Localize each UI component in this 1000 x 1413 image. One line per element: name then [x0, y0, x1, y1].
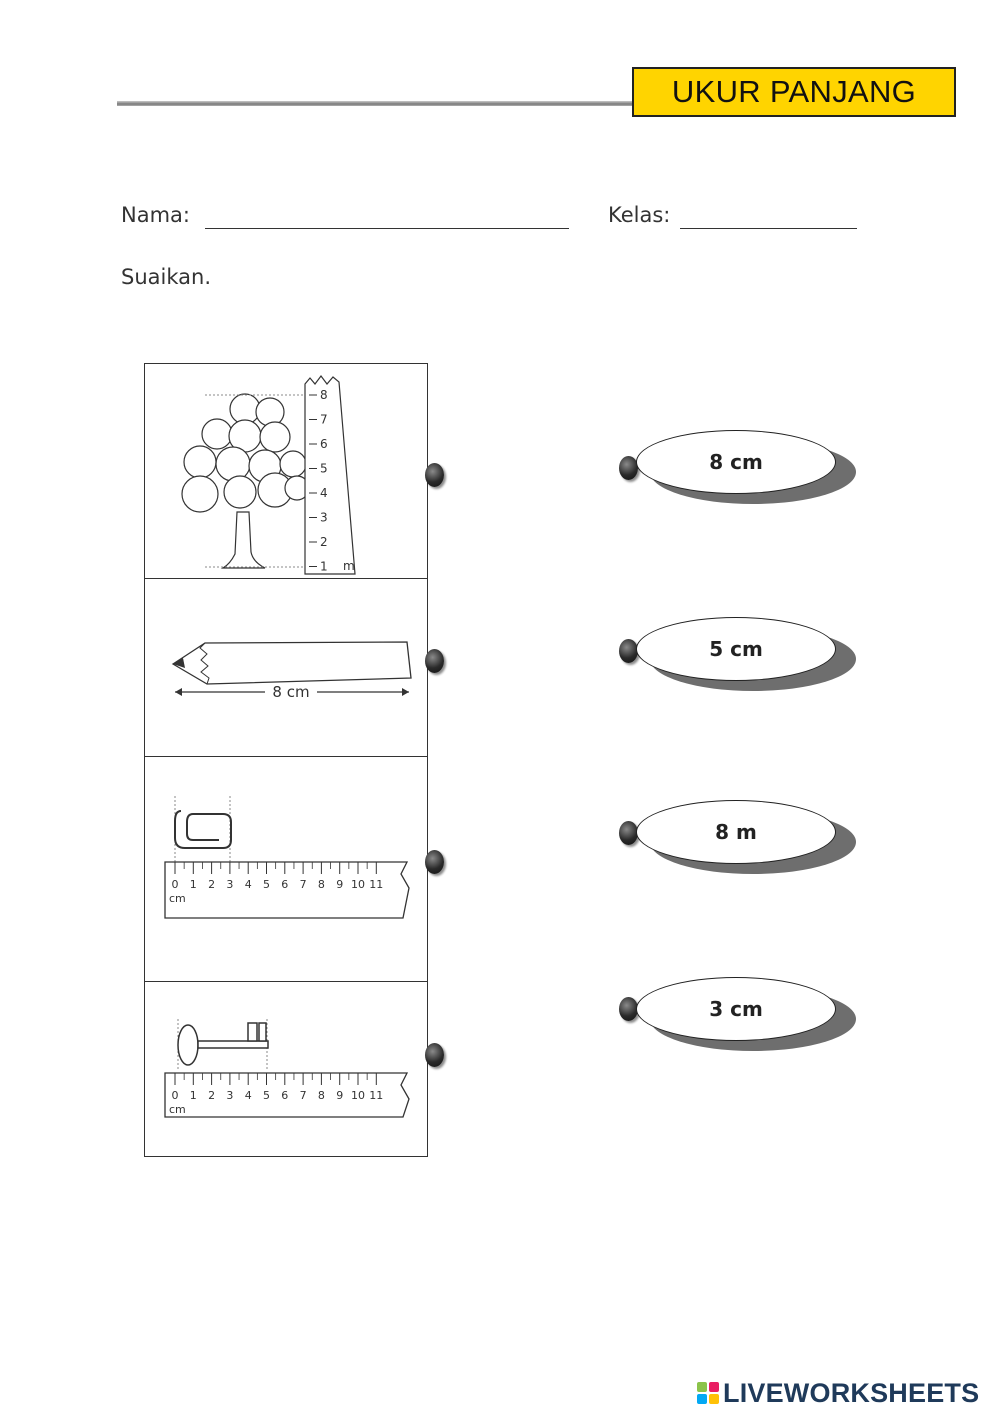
ruler-tick-label: 2	[208, 1089, 216, 1102]
ruler-tick-label: 6	[281, 1089, 289, 1102]
ruler-tick-label: 11	[369, 1089, 384, 1102]
answer-label: 5 cm	[636, 617, 836, 681]
ruler-tick-label: 1	[189, 1089, 197, 1102]
class-field[interactable]	[680, 228, 857, 229]
ruler-tick-label: 2	[208, 878, 216, 891]
ruler-tick-label: 7	[320, 412, 328, 427]
image-panel	[144, 363, 428, 1157]
name-field[interactable]	[205, 228, 569, 229]
ruler-tick-label: 8	[317, 1089, 325, 1102]
ruler-unit-label: m	[343, 559, 355, 573]
ruler-tick-label: 0	[171, 878, 179, 891]
match-dot-left[interactable]	[425, 1043, 444, 1067]
ruler-tick-label: 6	[281, 878, 289, 891]
ruler-tick-label: 4	[244, 1089, 252, 1102]
ruler-unit-label: cm	[169, 1103, 186, 1116]
ruler-tick-label: 4	[320, 486, 328, 500]
paperclip-icon	[175, 811, 231, 848]
ruler-tick-label: 5	[263, 1089, 270, 1102]
ruler-tick-label: 5	[320, 461, 328, 476]
ruler-tick-label: 0	[171, 1089, 179, 1102]
ruler-tick-label: 10	[351, 1089, 365, 1102]
paperclip-illustration	[145, 756, 427, 981]
answer-oval[interactable]	[636, 977, 856, 1052]
worksheet-title: UKUR PANJANG	[632, 67, 956, 117]
logo-text: LIVEWORKSHEETS	[723, 1377, 980, 1408]
tree-ruler-illustration	[145, 364, 427, 578]
ruler-unit-label: cm	[169, 892, 186, 905]
ruler-tick-label: 3	[226, 1089, 234, 1102]
match-dot-left[interactable]	[425, 649, 444, 673]
ruler-tick-label: 3	[320, 510, 328, 525]
logo-icon	[697, 1382, 719, 1404]
ruler-tick-label: 2	[320, 535, 328, 549]
ruler-tick-label: 3	[226, 878, 234, 891]
key-illustration	[145, 981, 427, 1158]
ruler-tick-label: 10	[351, 878, 365, 891]
answer-label: 8 m	[636, 800, 836, 864]
ruler-tick-label: 1	[320, 559, 328, 574]
paperclip-cell	[145, 756, 427, 982]
ruler-tick-label: 9	[336, 878, 344, 891]
pencil-measure-label: 8 cm	[272, 683, 310, 701]
key-cell	[145, 981, 427, 1158]
ruler-tick-label: 8	[317, 878, 325, 891]
ruler-tick-label: 6	[320, 437, 328, 451]
ruler-tick-label: 8	[320, 388, 328, 402]
name-label: Nama:	[121, 203, 190, 227]
match-dot-left[interactable]	[425, 463, 444, 487]
ruler-tick-label: 5	[263, 878, 270, 891]
ruler-tick-label: 7	[299, 878, 307, 891]
tree-icon	[182, 394, 309, 568]
header-rule	[117, 101, 637, 106]
pencil-illustration	[145, 578, 427, 756]
class-label: Kelas:	[608, 203, 671, 227]
ruler-tick-label: 7	[299, 1089, 307, 1102]
answer-label: 3 cm	[636, 977, 836, 1041]
ruler-tick-label: 11	[369, 878, 384, 891]
answer-label: 8 cm	[636, 430, 836, 494]
key-icon	[178, 1023, 268, 1065]
answer-oval[interactable]	[636, 430, 856, 505]
answer-oval[interactable]	[636, 800, 856, 875]
pencil-cell	[145, 578, 427, 757]
ruler-tick-label: 1	[189, 878, 197, 891]
match-dot-left[interactable]	[425, 850, 444, 874]
ruler-tick-label: 4	[244, 878, 252, 891]
tree-cell	[145, 364, 427, 579]
ruler-tick-label: 9	[336, 1089, 344, 1102]
liveworksheets-logo[interactable]	[697, 1378, 979, 1408]
instruction-text: Suaikan.	[121, 265, 211, 289]
answer-oval[interactable]	[636, 617, 856, 692]
